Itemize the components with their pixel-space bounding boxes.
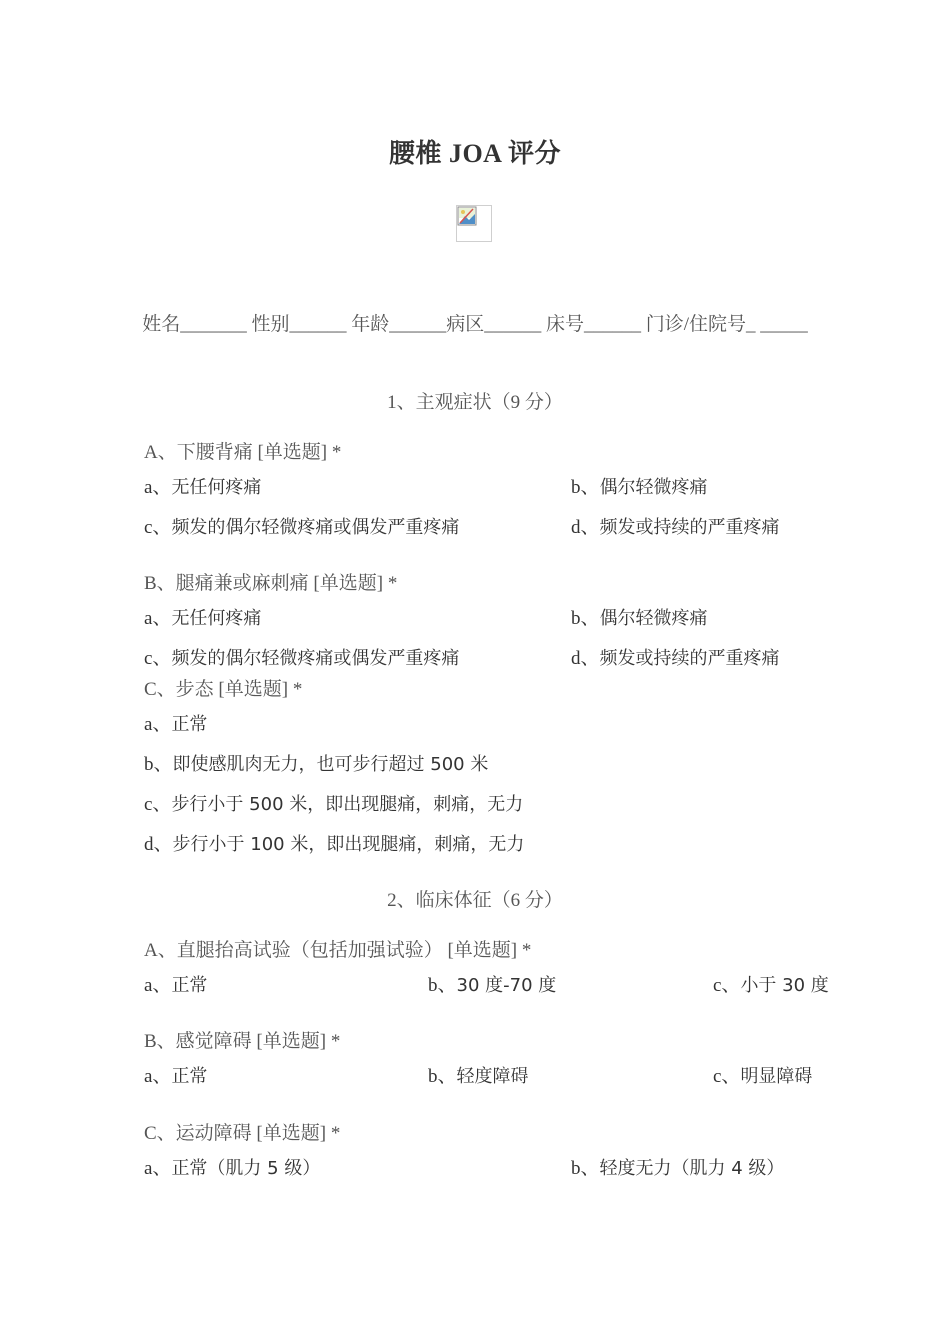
section-heading: 2、临床体征（6 分）: [387, 890, 563, 911]
option-text: 明显障碍: [740, 1066, 813, 1087]
option-text: 正常: [171, 975, 208, 996]
option-key: b、: [571, 1158, 600, 1179]
option-text: 即使感肌肉无力，也可步行超过 500 米: [172, 754, 489, 775]
option-c[interactable]: [144, 512, 459, 539]
option-key: d、: [571, 517, 600, 538]
patient-info-line: 姓名_______ 性别______ 年龄______病区______ 床号______ 门诊/住院号_ _____: [142, 314, 808, 335]
question-label: A、下腰背痛 [单选题] *: [144, 442, 342, 463]
option-text: 30 度-70 度: [456, 975, 557, 996]
option-text: 小于 30 度: [740, 975, 829, 996]
question-label: C、步态 [单选题] *: [144, 679, 303, 700]
option-d[interactable]: [571, 512, 780, 539]
option-text: 正常: [171, 1066, 208, 1087]
option-text: 正常（肌力 5 级）: [171, 1158, 321, 1179]
option-key: b、: [144, 754, 173, 775]
section-heading: 1、主观症状（9 分）: [387, 392, 563, 413]
option-text: 步行小于 100 米，即出现腿痛，刺痛，无力: [172, 834, 525, 855]
option-key: a、: [144, 714, 172, 735]
option-b[interactable]: [428, 970, 556, 997]
option-key: a、: [144, 1066, 172, 1087]
option-text: 频发的偶尔轻微疼痛或偶发严重疼痛: [171, 648, 460, 669]
option-c[interactable]: [144, 643, 459, 670]
option-key: b、: [571, 477, 600, 498]
option-text: 步行小于 500 米，即出现腿痛，刺痛，无力: [171, 794, 524, 815]
option-b[interactable]: [571, 603, 708, 630]
option-text: 轻度障碍: [456, 1066, 529, 1087]
option-c[interactable]: [144, 789, 523, 816]
option-d[interactable]: [144, 829, 524, 856]
option-key: c、: [144, 794, 172, 815]
option-key: d、: [571, 648, 600, 669]
option-text: 正常: [171, 714, 208, 735]
option-key: c、: [144, 517, 172, 538]
option-key: d、: [144, 834, 173, 855]
question-label: B、腿痛兼或麻刺痛 [单选题] *: [144, 573, 398, 594]
question-label: C、运动障碍 [单选题] *: [144, 1123, 341, 1144]
option-text: 频发或持续的严重疼痛: [599, 517, 780, 538]
option-key: a、: [144, 975, 172, 996]
option-text: 频发或持续的严重疼痛: [599, 648, 780, 669]
option-text: 偶尔轻微疼痛: [599, 608, 708, 629]
option-a[interactable]: [144, 1061, 207, 1088]
option-key: c、: [713, 1066, 741, 1087]
option-a[interactable]: [144, 1153, 320, 1180]
option-key: b、: [428, 1066, 457, 1087]
option-key: b、: [428, 975, 457, 996]
question-label: B、感觉障碍 [单选题] *: [144, 1031, 341, 1052]
option-a[interactable]: [144, 709, 207, 736]
option-b[interactable]: [428, 1061, 529, 1088]
option-key: a、: [144, 1158, 172, 1179]
option-key: c、: [713, 975, 741, 996]
question-label: A、直腿抬高试验（包括加强试验） [单选题] *: [144, 940, 532, 961]
broken-image-icon: [456, 205, 492, 242]
option-key: a、: [144, 608, 172, 629]
document-title: 腰椎 JOA 评分: [388, 139, 562, 168]
option-b[interactable]: [144, 749, 488, 776]
option-key: c、: [144, 648, 172, 669]
option-key: a、: [144, 477, 172, 498]
option-text: 无任何疼痛: [171, 477, 262, 498]
option-text: 偶尔轻微疼痛: [599, 477, 708, 498]
option-key: b、: [571, 608, 600, 629]
option-text: 轻度无力（肌力 4 级）: [599, 1158, 785, 1179]
option-a[interactable]: [144, 603, 261, 630]
option-b[interactable]: [571, 1153, 784, 1180]
option-b[interactable]: [571, 472, 708, 499]
option-text: 频发的偶尔轻微疼痛或偶发严重疼痛: [171, 517, 460, 538]
option-a[interactable]: [144, 472, 261, 499]
option-d[interactable]: [571, 643, 780, 670]
option-c[interactable]: [713, 970, 829, 997]
option-a[interactable]: [144, 970, 207, 997]
option-c[interactable]: [713, 1061, 812, 1088]
option-text: 无任何疼痛: [171, 608, 262, 629]
